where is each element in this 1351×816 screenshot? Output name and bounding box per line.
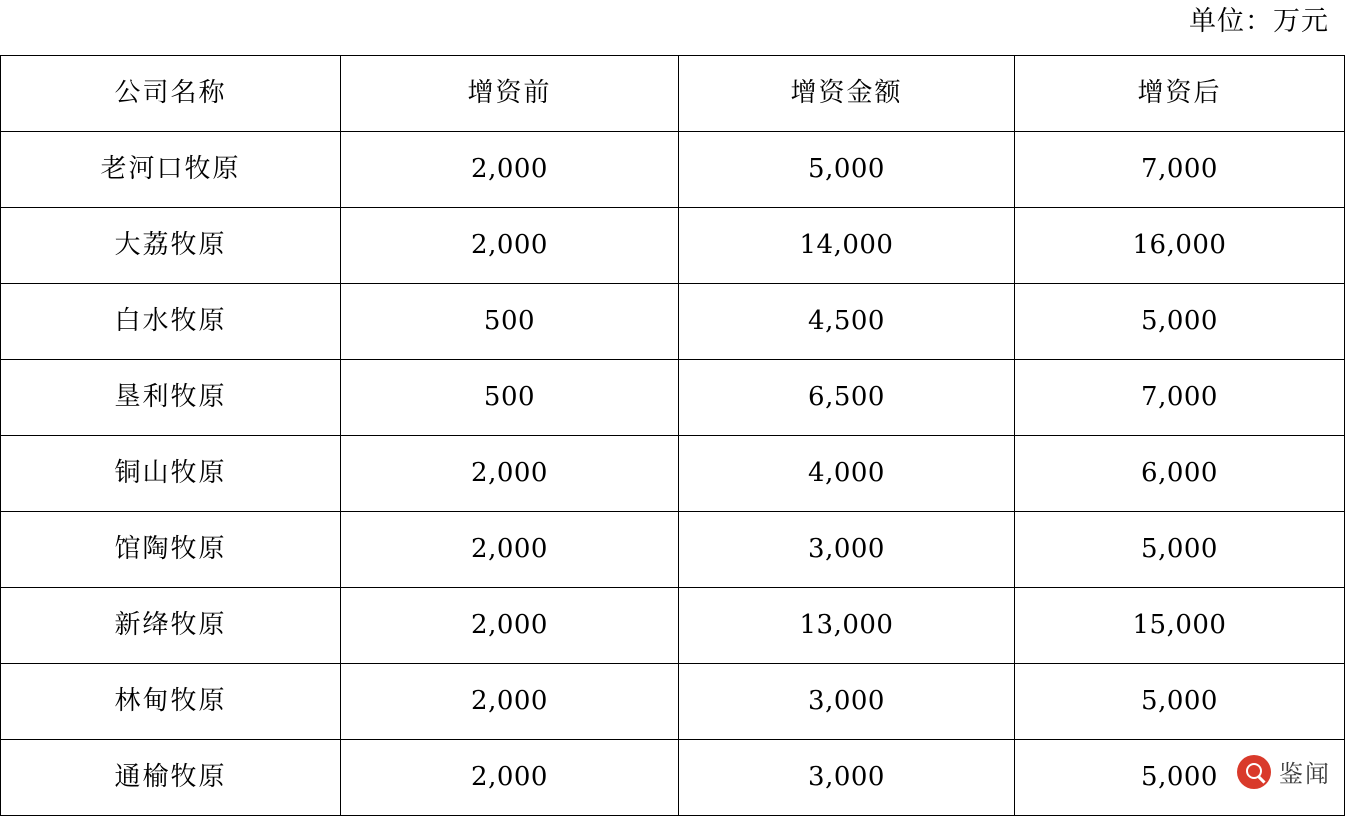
cell-company-name: 馆陶牧原 bbox=[1, 512, 341, 588]
unit-note: 单位：万元 bbox=[1189, 6, 1329, 37]
column-header-after-increase: 增资后 bbox=[1015, 56, 1345, 132]
cell-before-increase: 2,000 bbox=[341, 740, 679, 816]
table-row bbox=[1, 740, 1345, 816]
cell-increase-amount: 3,000 bbox=[679, 512, 1015, 588]
watermark-label: 鉴闻 bbox=[1279, 760, 1331, 788]
magnifier-logo-icon bbox=[1237, 755, 1271, 789]
cell-company-name: 铜山牧原 bbox=[1, 436, 341, 512]
table-row bbox=[1, 512, 1345, 588]
cell-before-increase: 2,000 bbox=[341, 588, 679, 664]
cell-increase-amount: 13,000 bbox=[679, 588, 1015, 664]
cell-after-increase: 5,000 bbox=[1015, 664, 1345, 740]
cell-after-increase: 16,000 bbox=[1015, 208, 1345, 284]
column-header-increase-amount: 增资金额 bbox=[679, 56, 1015, 132]
table-row bbox=[1, 284, 1345, 360]
cell-before-increase: 500 bbox=[341, 360, 679, 436]
cell-before-increase: 2,000 bbox=[341, 132, 679, 208]
cell-after-increase: 6,000 bbox=[1015, 436, 1345, 512]
cell-increase-amount: 14,000 bbox=[679, 208, 1015, 284]
capital-increase-table bbox=[0, 55, 1345, 816]
table-header-row bbox=[1, 56, 1345, 132]
cell-after-increase: 7,000 bbox=[1015, 132, 1345, 208]
cell-before-increase: 500 bbox=[341, 284, 679, 360]
cell-after-increase: 5,000 bbox=[1015, 740, 1345, 816]
cell-increase-amount: 5,000 bbox=[679, 132, 1015, 208]
table-row bbox=[1, 664, 1345, 740]
cell-company-name: 大荔牧原 bbox=[1, 208, 341, 284]
cell-company-name: 通榆牧原 bbox=[1, 740, 341, 816]
cell-company-name: 白水牧原 bbox=[1, 284, 341, 360]
table-body bbox=[1, 132, 1345, 816]
table-header bbox=[1, 56, 1345, 132]
table-row bbox=[1, 588, 1345, 664]
cell-company-name: 老河口牧原 bbox=[1, 132, 341, 208]
cell-increase-amount: 3,000 bbox=[679, 740, 1015, 816]
cell-before-increase: 2,000 bbox=[341, 436, 679, 512]
cell-company-name: 林甸牧原 bbox=[1, 664, 341, 740]
cell-increase-amount: 3,000 bbox=[679, 664, 1015, 740]
table-row bbox=[1, 360, 1345, 436]
cell-after-increase: 15,000 bbox=[1015, 588, 1345, 664]
column-header-before-increase: 增资前 bbox=[341, 56, 679, 132]
watermark bbox=[1233, 752, 1335, 791]
cell-company-name: 垦利牧原 bbox=[1, 360, 341, 436]
cell-increase-amount: 6,500 bbox=[679, 360, 1015, 436]
column-header-company-name: 公司名称 bbox=[1, 56, 341, 132]
cell-after-increase: 5,000 bbox=[1015, 512, 1345, 588]
table-row bbox=[1, 132, 1345, 208]
cell-after-increase: 5,000 bbox=[1015, 284, 1345, 360]
cell-before-increase: 2,000 bbox=[341, 208, 679, 284]
cell-before-increase: 2,000 bbox=[341, 664, 679, 740]
cell-increase-amount: 4,500 bbox=[679, 284, 1015, 360]
table-row bbox=[1, 208, 1345, 284]
cell-company-name: 新绛牧原 bbox=[1, 588, 341, 664]
table-row bbox=[1, 436, 1345, 512]
cell-increase-amount: 4,000 bbox=[679, 436, 1015, 512]
cell-after-increase: 7,000 bbox=[1015, 360, 1345, 436]
cell-before-increase: 2,000 bbox=[341, 512, 679, 588]
